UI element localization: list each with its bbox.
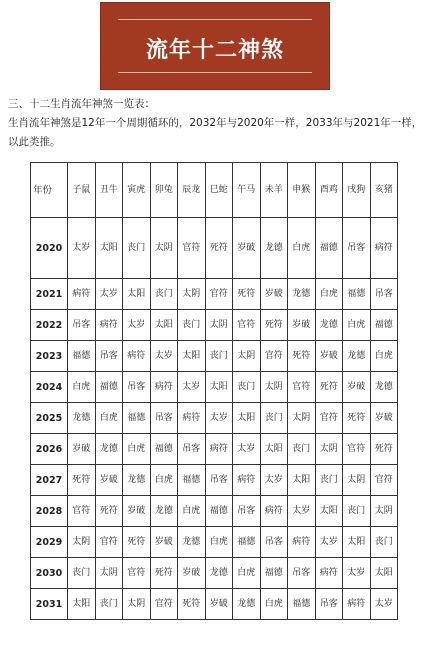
deity-cell: 太阳: [150, 310, 178, 341]
deity-cell: 福德: [178, 465, 206, 496]
deity-cell: 丧门: [233, 372, 261, 403]
deity-cell: 岁破: [123, 496, 151, 527]
deity-cell: 白虎: [288, 218, 316, 279]
deity-cell: 死符: [260, 310, 288, 341]
table-row: [31, 465, 398, 496]
deity-cell: 丧门: [178, 310, 206, 341]
deity-cell: 丧门: [68, 558, 96, 589]
deity-cell: 福德: [150, 434, 178, 465]
deity-cell: 官符: [260, 341, 288, 372]
deity-cell: 龙德: [315, 310, 343, 341]
deity-cell: 太阴: [370, 496, 398, 527]
deity-cell: 太岁: [260, 465, 288, 496]
deity-cell: 太阳: [315, 496, 343, 527]
deity-cell: 福德: [370, 310, 398, 341]
deity-cell: 太阴: [95, 558, 123, 589]
zodiac-header-cell: 卯兔: [150, 163, 178, 218]
deity-cell: 丧门: [288, 434, 316, 465]
deity-cell: 太阴: [68, 527, 96, 558]
deity-cell: 病符: [150, 372, 178, 403]
deity-cell: 丧门: [260, 403, 288, 434]
table-row: [31, 372, 398, 403]
deity-cell: 官符: [233, 310, 261, 341]
deity-cell: 太阳: [260, 434, 288, 465]
deity-cell: 太阳: [123, 279, 151, 310]
deity-cell: 岁破: [150, 527, 178, 558]
deity-cell: 白虎: [68, 372, 96, 403]
deity-cell: 死符: [370, 434, 398, 465]
zodiac-header-cell: 酉鸡: [315, 163, 343, 218]
deity-cell: 福德: [95, 372, 123, 403]
section-description: 生肖流年神煞是12年一个周期循环的，2032年与2020年一样，2033年与2021年一样，以此类推。: [8, 117, 423, 148]
table-row: [31, 218, 398, 279]
deity-cell: 太岁: [343, 558, 371, 589]
deity-cell: 岁破: [178, 558, 206, 589]
deity-cell: 龙德: [260, 218, 288, 279]
deity-cell: 福德: [233, 527, 261, 558]
deity-cell: 白虎: [150, 465, 178, 496]
deity-cell: 太阳: [178, 341, 206, 372]
zodiac-header-cell: 寅虎: [123, 163, 151, 218]
deity-cell: 病符: [233, 465, 261, 496]
deity-cell: 太岁: [150, 341, 178, 372]
deity-cell: 吊客: [315, 589, 343, 620]
deity-cell: 丧门: [370, 527, 398, 558]
deity-cell: 官符: [150, 589, 178, 620]
deity-cell: 死符: [68, 465, 96, 496]
deity-cell: 病符: [315, 558, 343, 589]
deity-cell: 龙德: [95, 434, 123, 465]
deity-cell: 白虎: [343, 310, 371, 341]
deity-cell: 病符: [288, 527, 316, 558]
table-row: [31, 496, 398, 527]
deity-cell: 太岁: [95, 279, 123, 310]
deity-cell: 岁破: [260, 279, 288, 310]
deity-cell: 白虎: [123, 434, 151, 465]
deity-cell: 白虎: [370, 341, 398, 372]
deity-cell: 太阳: [68, 589, 96, 620]
deity-cell: 太阳: [233, 403, 261, 434]
deity-cell: 吊客: [233, 496, 261, 527]
deity-cell: 吊客: [178, 434, 206, 465]
deity-cell: 白虎: [95, 403, 123, 434]
banner-title: 流年十二神煞: [145, 38, 284, 63]
deity-cell: 丧门: [315, 465, 343, 496]
year-cell: 2023: [31, 341, 68, 372]
deity-cell: 吊客: [205, 465, 233, 496]
zodiac-header-cell: 子鼠: [68, 163, 96, 218]
table-row: [31, 403, 398, 434]
deity-cell: 太阴: [123, 589, 151, 620]
year-cell: 2025: [31, 403, 68, 434]
deity-cell: 太阳: [205, 372, 233, 403]
deity-cell: 岁破: [370, 403, 398, 434]
deity-cell: 官符: [68, 496, 96, 527]
deity-cell: 福德: [260, 558, 288, 589]
deity-cell: 龙德: [288, 279, 316, 310]
deity-cell: 官符: [288, 372, 316, 403]
deity-cell: 吊客: [343, 218, 371, 279]
deity-cell: 太岁: [315, 527, 343, 558]
table-row: [31, 310, 398, 341]
deity-cell: 丧门: [205, 341, 233, 372]
deity-cell: 太阴: [343, 465, 371, 496]
deity-cell: 太阴: [260, 372, 288, 403]
deity-cell: 死符: [150, 558, 178, 589]
deity-cell: 龙德: [150, 496, 178, 527]
deity-cell: 死符: [178, 589, 206, 620]
deity-cell: 白虎: [233, 558, 261, 589]
year-cell: 2020: [31, 218, 68, 279]
deity-cell: 官符: [178, 218, 206, 279]
table-row: [31, 279, 398, 310]
deity-cell: 白虎: [205, 527, 233, 558]
deity-cell: 岁破: [288, 310, 316, 341]
deity-cell: 福德: [288, 589, 316, 620]
deity-cell: 官符: [315, 403, 343, 434]
deity-cell: 太岁: [178, 372, 206, 403]
zodiac-header-cell: 申猴: [288, 163, 316, 218]
deity-cell: 病符: [370, 218, 398, 279]
deity-cell: 太岁: [233, 434, 261, 465]
deity-cell: 太阴: [205, 310, 233, 341]
deity-cell: 太岁: [370, 589, 398, 620]
deity-cell: 死符: [315, 372, 343, 403]
deity-cell: 吊客: [150, 403, 178, 434]
zodiac-table-body: [31, 163, 398, 620]
deity-cell: 福德: [68, 341, 96, 372]
year-header-cell: 年份: [31, 163, 68, 218]
deity-cell: 死符: [205, 218, 233, 279]
zodiac-header-cell: 亥猪: [370, 163, 398, 218]
deity-cell: 白虎: [315, 279, 343, 310]
deity-cell: 太阴: [315, 434, 343, 465]
table-row: [31, 589, 398, 620]
year-cell: 2028: [31, 496, 68, 527]
deity-cell: 病符: [68, 279, 96, 310]
deity-cell: 官符: [123, 558, 151, 589]
deity-cell: 太阴: [288, 403, 316, 434]
deity-cell: 吊客: [288, 558, 316, 589]
deity-cell: 龙德: [205, 558, 233, 589]
deity-cell: 太阳: [95, 218, 123, 279]
zodiac-header-cell: 辰龙: [178, 163, 206, 218]
table-row: [31, 341, 398, 372]
deity-cell: 死符: [123, 527, 151, 558]
deity-cell: 太岁: [123, 310, 151, 341]
banner-top-rule: [118, 19, 312, 20]
deity-cell: 太阴: [233, 341, 261, 372]
year-cell: 2022: [31, 310, 68, 341]
deity-cell: 龙德: [233, 589, 261, 620]
title-banner: [100, 2, 330, 90]
deity-cell: 太阳: [288, 465, 316, 496]
deity-cell: 官符: [370, 465, 398, 496]
year-cell: 2030: [31, 558, 68, 589]
zodiac-header-cell: 未羊: [260, 163, 288, 218]
deity-cell: 岁破: [343, 372, 371, 403]
deity-cell: 岁破: [205, 589, 233, 620]
deity-cell: 岁破: [68, 434, 96, 465]
deity-cell: 死符: [233, 279, 261, 310]
year-cell: 2024: [31, 372, 68, 403]
deity-cell: 吊客: [95, 341, 123, 372]
zodiac-header-cell: 戌狗: [343, 163, 371, 218]
deity-cell: 吊客: [370, 279, 398, 310]
deity-cell: 白虎: [260, 589, 288, 620]
deity-cell: 死符: [288, 341, 316, 372]
deity-cell: 病符: [123, 341, 151, 372]
banner-bottom-rule: [118, 72, 312, 73]
deity-cell: 福德: [315, 218, 343, 279]
deity-cell: 官符: [343, 434, 371, 465]
deity-cell: 龙德: [370, 372, 398, 403]
section-heading: 三、十二生肖流年神煞一览表：: [8, 98, 155, 110]
deity-cell: 岁破: [315, 341, 343, 372]
deity-cell: 丧门: [95, 589, 123, 620]
deity-cell: 龙德: [68, 403, 96, 434]
deity-cell: 太阴: [178, 279, 206, 310]
year-cell: 2027: [31, 465, 68, 496]
deity-cell: 白虎: [178, 496, 206, 527]
deity-cell: 丧门: [123, 218, 151, 279]
deity-cell: 官符: [95, 527, 123, 558]
zodiac-header-cell: 巳蛇: [205, 163, 233, 218]
year-cell: 2029: [31, 527, 68, 558]
deity-cell: 病符: [343, 589, 371, 620]
deity-cell: 太阳: [370, 558, 398, 589]
table-row: [31, 434, 398, 465]
deity-cell: 龙德: [123, 465, 151, 496]
deity-cell: 太岁: [205, 403, 233, 434]
deity-cell: 岁破: [95, 465, 123, 496]
deity-cell: 病符: [95, 310, 123, 341]
zodiac-header-cell: 丑牛: [95, 163, 123, 218]
deity-cell: 丧门: [150, 279, 178, 310]
deity-cell: 病符: [205, 434, 233, 465]
year-cell: 2021: [31, 279, 68, 310]
deity-cell: 病符: [260, 496, 288, 527]
deity-cell: 福德: [343, 279, 371, 310]
deity-cell: 病符: [178, 403, 206, 434]
deity-cell: 福德: [123, 403, 151, 434]
deity-cell: 岁破: [233, 218, 261, 279]
deity-cell: 吊客: [260, 527, 288, 558]
deity-cell: 官符: [205, 279, 233, 310]
deity-cell: 丧门: [343, 496, 371, 527]
deity-cell: 死符: [95, 496, 123, 527]
deity-cell: 吊客: [123, 372, 151, 403]
table-header-row: [31, 163, 398, 218]
deity-cell: 龙德: [343, 341, 371, 372]
deity-cell: 死符: [343, 403, 371, 434]
deity-cell: 太岁: [288, 496, 316, 527]
deity-cell: 龙德: [178, 527, 206, 558]
zodiac-header-cell: 午马: [233, 163, 261, 218]
zodiac-table: [30, 162, 398, 620]
deity-cell: 吊客: [68, 310, 96, 341]
year-cell: 2031: [31, 589, 68, 620]
table-row: [31, 527, 398, 558]
deity-cell: 太阳: [343, 527, 371, 558]
deity-cell: 福德: [205, 496, 233, 527]
table-row: [31, 558, 398, 589]
deity-cell: 太岁: [68, 218, 96, 279]
year-cell: 2026: [31, 434, 68, 465]
deity-cell: 太阴: [150, 218, 178, 279]
